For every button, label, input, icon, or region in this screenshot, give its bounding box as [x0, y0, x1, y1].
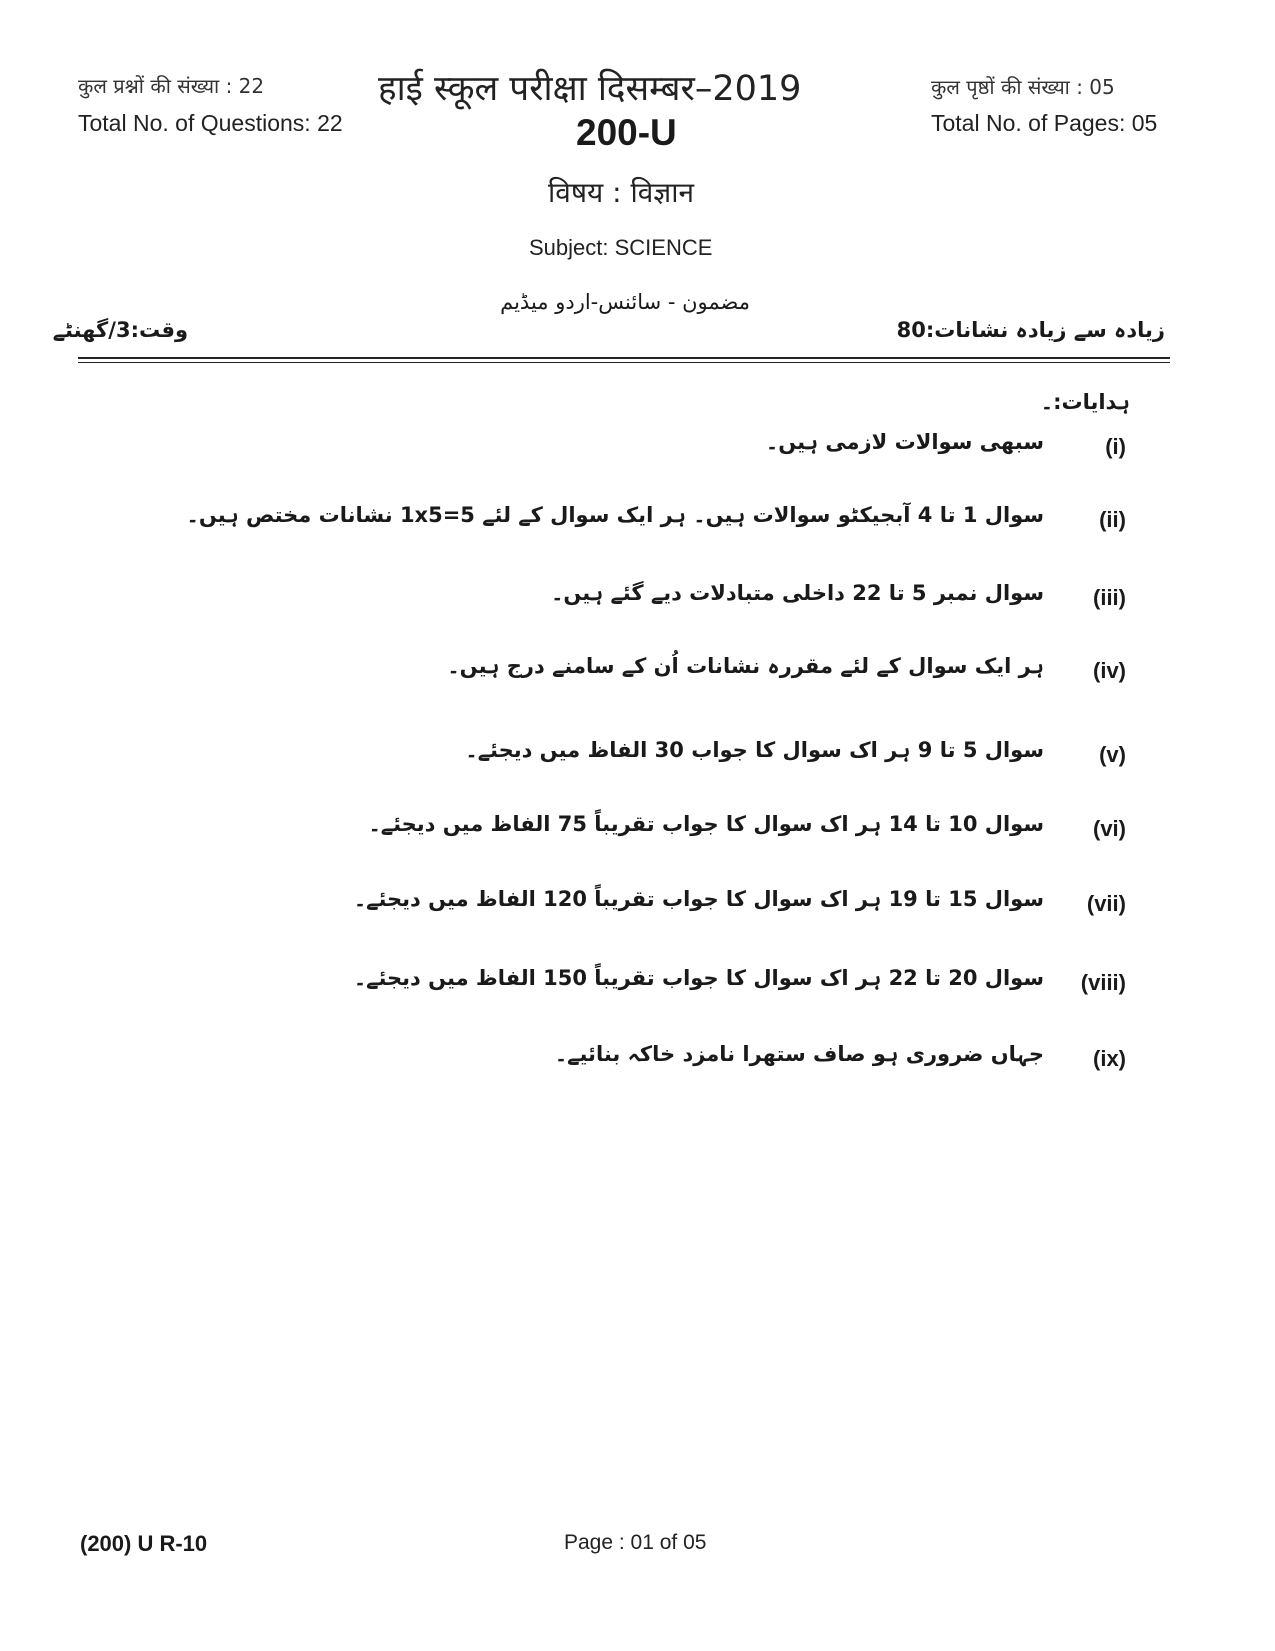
instruction-number: (vi) — [1093, 816, 1126, 841]
instruction-text: جہاں ضروری ہو صاف ستھرا نامزد خاکہ بنائیے۔ — [554, 1042, 1044, 1066]
instruction-number: (viii) — [1080, 970, 1126, 995]
subject-hindi: विषय : विज्ञान — [548, 176, 695, 209]
page-number: Page : 01 of 05 — [564, 1531, 707, 1554]
instruction-text: ہر ایک سوال کے لئے مقررہ نشانات اُن کے سامنے درج ہیں۔ — [447, 654, 1044, 678]
instruction-item — [186, 503, 1126, 537]
instruction-number: (v) — [1099, 742, 1126, 767]
instruction-item — [300, 738, 1126, 772]
instruction-text: سبھی سوالات لازمی ہیں۔ — [765, 430, 1044, 454]
instruction-item — [300, 887, 1126, 921]
header-divider — [78, 357, 1170, 359]
instruction-number: (iii) — [1093, 585, 1126, 610]
instruction-item — [300, 654, 1126, 688]
instruction-number: (vii) — [1086, 891, 1126, 916]
instruction-text: سوال نمبر 5 تا 22 داخلی متبادلات دیے گئے ہیں۔ — [551, 581, 1044, 605]
instruction-text: سوال 15 تا 19 ہر اک سوال کا جواب تقریباً 120 الفاظ میں دیجئے۔ — [353, 887, 1044, 911]
instruction-number: (i) — [1105, 434, 1126, 459]
instruction-number: (ii) — [1099, 507, 1126, 532]
paper-code: 200-U — [576, 112, 677, 153]
instruction-text: سوال 10 تا 14 ہر اک سوال کا جواب تقریباً 75 الفاظ میں دیجئے۔ — [368, 812, 1044, 836]
instruction-item — [300, 812, 1126, 846]
instructions-heading: ہدایات:۔ — [1040, 390, 1130, 414]
instruction-item — [300, 581, 1126, 615]
exam-title: हाई स्कूल परीक्षा दिसम्बर–2019 — [378, 69, 802, 109]
instruction-text: سوال 20 تا 22 ہر اک سوال کا جواب تقریباً 150 الفاظ میں دیجئے۔ — [353, 966, 1044, 990]
instruction-text: سوال 1 تا 4 آبجیکٹو سوالات ہیں۔ ہر ایک سوال کے لئے 1x5=5 نشانات مختص ہیں۔ — [186, 503, 1044, 527]
total-pages-hindi: कुल पृष्ठों की संख्या : 05 — [931, 75, 1115, 99]
instruction-number: (ix) — [1093, 1046, 1126, 1071]
total-questions-hindi: कुल प्रश्नों की संख्या : 22 — [78, 74, 265, 98]
instruction-item — [300, 430, 1126, 464]
time-allowed: وقت:3/گھنٹے — [52, 318, 188, 342]
footer-code: (200) U R-10 — [80, 1531, 208, 1556]
header-divider-thin — [78, 362, 1170, 363]
instruction-text: سوال 5 تا 9 ہر اک سوال کا جواب 30 الفاظ میں دیجئے۔ — [465, 738, 1044, 762]
subject-urdu: مضمون - سائنس-اردو میڈیم — [500, 290, 750, 314]
instruction-item — [300, 966, 1126, 1000]
total-questions-english: Total No. of Questions: 22 — [78, 110, 343, 136]
subject-english: Subject: SCIENCE — [529, 235, 713, 260]
max-marks: زیادہ سے زیادہ نشانات:80 — [896, 318, 1165, 342]
instruction-number: (iv) — [1093, 658, 1126, 683]
instruction-item — [300, 1042, 1126, 1076]
total-pages-english: Total No. of Pages: 05 — [931, 110, 1158, 136]
